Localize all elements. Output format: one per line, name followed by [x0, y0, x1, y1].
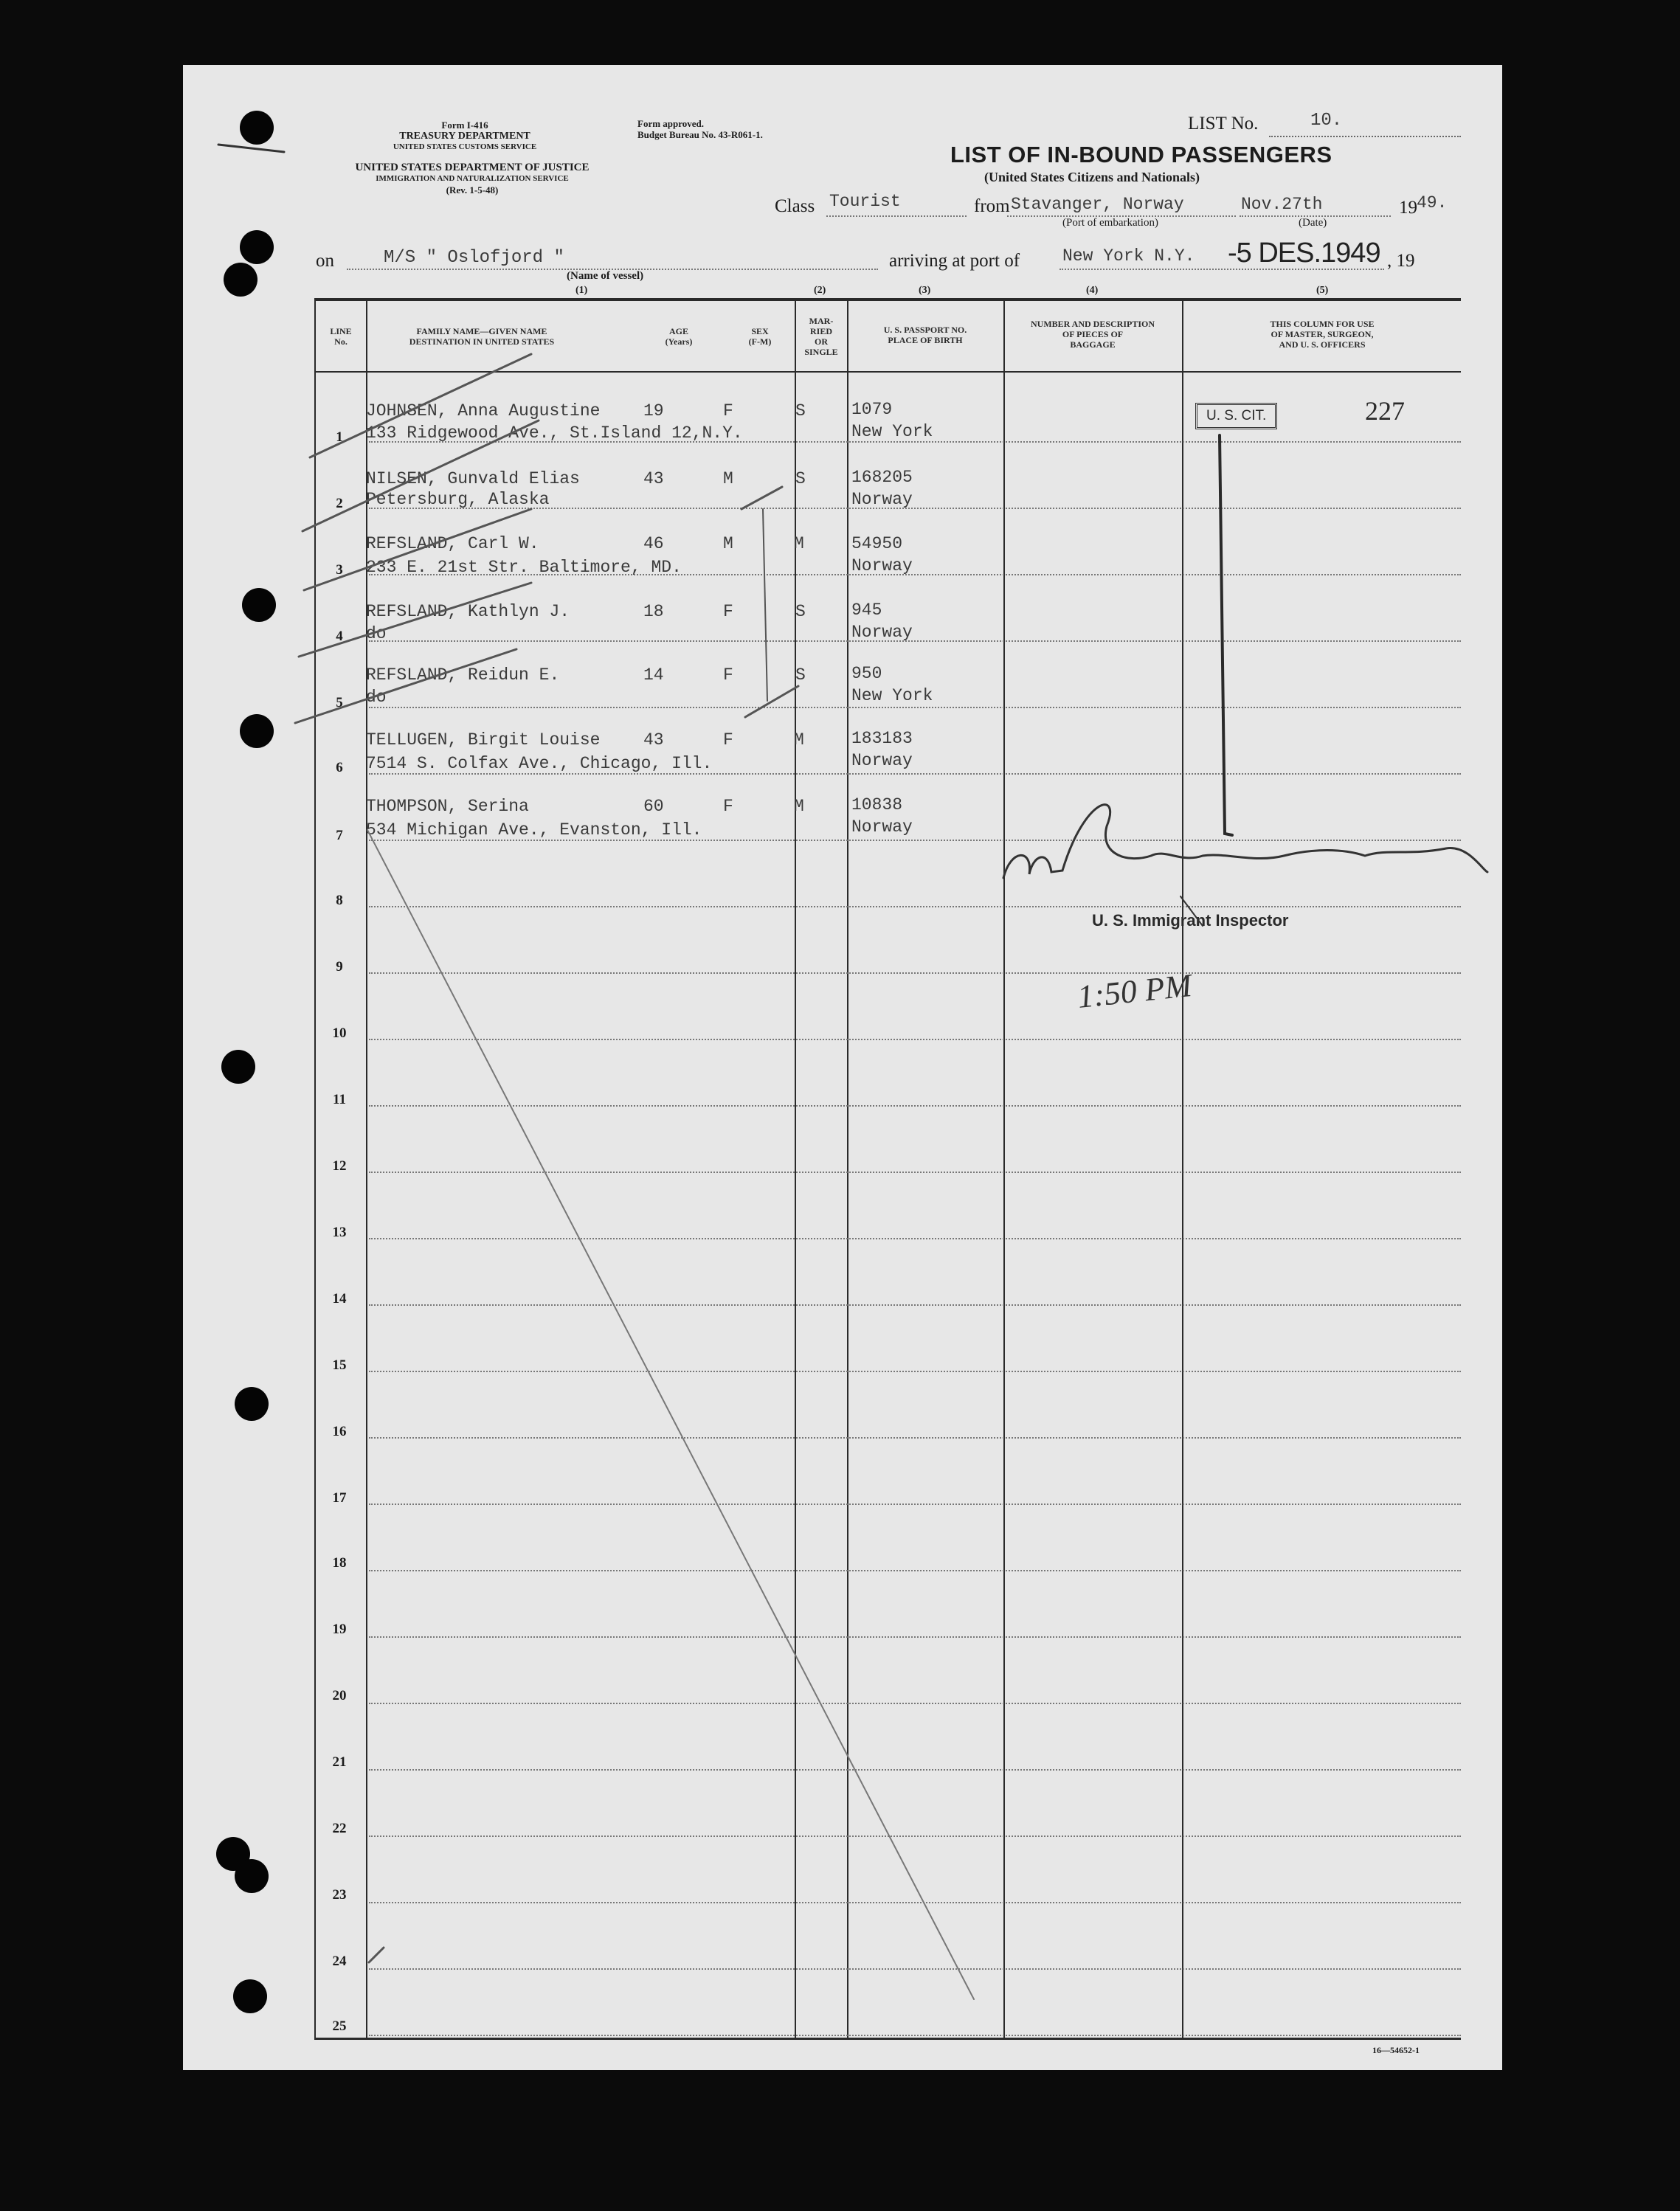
line-number: 9	[336, 959, 343, 975]
header-name: FAMILY NAME—GIVEN NAME DESTINATION IN UNITED STATES	[409, 326, 555, 347]
passenger-name: JOHNSEN, Anna Augustine	[366, 401, 601, 421]
header-officers: THIS COLUMN FOR USE OF MASTER, SURGEON, AND U. S. OFFICERS	[1270, 319, 1375, 350]
line-number: 14	[332, 1291, 347, 1307]
passport-number: 950	[851, 664, 882, 683]
form-code: 16—54652-1	[1372, 2045, 1420, 2055]
line-number: 10	[332, 1025, 347, 1041]
passenger-age: 60	[643, 797, 664, 816]
year-prefix: 19	[1399, 198, 1417, 218]
passenger-age: 43	[643, 469, 664, 488]
line-number: 1	[336, 429, 343, 445]
place-of-birth: Norway	[851, 817, 913, 837]
passenger-destination: 534 Michigan Ave., Evanston, Ill.	[366, 820, 702, 840]
header-age: AGE (Years)	[665, 326, 693, 347]
col-number-5: (5)	[1316, 285, 1329, 296]
line-number: 18	[332, 1555, 347, 1571]
passenger-marital-status: M	[794, 797, 804, 816]
line-number: 23	[332, 1887, 347, 1903]
arriving-label: arriving at port of	[889, 251, 1020, 271]
from-label: from	[974, 196, 1010, 216]
line-number: 19	[332, 1622, 347, 1637]
class-label: Class	[775, 196, 815, 216]
place-of-birth: Norway	[851, 556, 913, 575]
header-married: MAR- RIED OR SINGLE	[804, 316, 838, 357]
col-number-3: (3)	[919, 285, 931, 296]
form-title: LIST OF IN-BOUND PASSENGERS	[950, 142, 1332, 167]
passenger-destination: 133 Ridgewood Ave., St.Island 12,N.Y.	[366, 423, 743, 443]
passport-number: 945	[851, 601, 882, 620]
header-line-no: LINE No.	[330, 326, 352, 347]
passport-number: 168205	[851, 468, 913, 487]
line-number: 7	[336, 828, 343, 843]
passenger-age: 19	[643, 401, 664, 421]
line-number: 11	[333, 1092, 346, 1107]
passenger-sex: M	[723, 469, 733, 488]
justice-dept: UNITED STATES DEPARTMENT OF JUSTICE	[355, 162, 590, 173]
place-of-birth: Norway	[851, 623, 913, 642]
header-baggage: NUMBER AND DESCRIPTION OF PIECES OF BAGGAGE	[1030, 319, 1155, 350]
passenger-sex: M	[723, 534, 733, 553]
line-number: 4	[336, 629, 343, 644]
inspector-title: U. S. Immigrant Inspector	[1092, 911, 1289, 930]
from-value: Stavanger, Norway	[1011, 195, 1184, 214]
line-number: 20	[332, 1688, 347, 1703]
line-number: 25	[332, 2018, 347, 2034]
inspection-time: 1:50 PM	[1075, 967, 1194, 1015]
col-number-1: (1)	[575, 285, 588, 296]
col-number-4: (4)	[1086, 285, 1099, 296]
passenger-count: 227	[1365, 396, 1405, 426]
passenger-sex: F	[723, 730, 733, 750]
passenger-name: REFSLAND, Carl W.	[366, 534, 539, 553]
port-caption: (Port of embarkation)	[1062, 217, 1158, 229]
place-of-birth: New York	[851, 422, 933, 441]
passenger-destination: do	[366, 624, 387, 643]
line-number: 21	[332, 1754, 347, 1770]
passenger-name: REFSLAND, Kathlyn J.	[366, 602, 570, 621]
passenger-destination: do	[366, 688, 387, 707]
passenger-name: REFSLAND, Reidun E.	[366, 665, 560, 685]
passenger-marital-status: S	[795, 469, 806, 488]
arrival-port: New York N.Y.	[1062, 246, 1195, 266]
place-of-birth: Norway	[851, 751, 913, 770]
line-number: 16	[332, 1424, 347, 1439]
line-number: 24	[332, 1954, 347, 1969]
passenger-marital-status: S	[795, 602, 806, 621]
on-label: on	[316, 251, 334, 271]
header-sex: SEX (F-M)	[748, 326, 772, 347]
list-no-label: LIST No.	[1188, 114, 1259, 134]
class-value: Tourist	[829, 192, 901, 211]
passenger-name: TELLUGEN, Birgit Louise	[366, 730, 601, 750]
date-value: Nov.27th	[1241, 195, 1323, 214]
passenger-destination: 233 E. 21st Str. Baltimore, MD.	[366, 558, 682, 577]
line-number: 13	[332, 1225, 347, 1240]
passenger-age: 43	[643, 730, 664, 750]
passenger-destination: Petersburg, Alaska	[366, 490, 550, 509]
date-caption: (Date)	[1299, 217, 1327, 229]
form-subtitle: (United States Citizens and Nationals)	[984, 170, 1200, 184]
passenger-name: THOMPSON, Serina	[366, 797, 529, 816]
passenger-marital-status: M	[794, 534, 804, 553]
place-of-birth: Norway	[851, 490, 913, 509]
citizen-stamp: U. S. CIT.	[1195, 403, 1277, 429]
vessel-name: M/S " Oslofjord "	[384, 248, 564, 268]
year-value: 49.	[1417, 193, 1448, 212]
passport-number: 54950	[851, 534, 903, 553]
customs-service: UNITED STATES CUSTOMS SERVICE	[393, 142, 537, 151]
passenger-name: NILSEN, Gunvald Elias	[366, 469, 580, 488]
form-revision: (Rev. 1-5-48)	[446, 184, 499, 196]
form-approved: Form approved.	[637, 118, 705, 129]
form-number: Form I-416	[441, 120, 488, 131]
passenger-age: 14	[643, 665, 664, 685]
passenger-age: 46	[643, 534, 664, 553]
ins-service: IMMIGRATION AND NATURALIZATION SERVICE	[376, 174, 569, 183]
passenger-sex: F	[723, 401, 733, 421]
col-number-2: (2)	[814, 285, 826, 296]
passenger-destination: 7514 S. Colfax Ave., Chicago, Ill.	[366, 754, 713, 773]
passport-number: 10838	[851, 795, 903, 814]
arrival-year-prefix: , 19	[1387, 251, 1415, 271]
list-no-value: 10.	[1310, 111, 1343, 131]
passport-number: 1079	[851, 400, 893, 419]
passenger-sex: F	[723, 797, 733, 816]
vessel-caption: (Name of vessel)	[567, 270, 644, 282]
passenger-sex: F	[723, 665, 733, 685]
budget-bureau: Budget Bureau No. 43-R061-1.	[637, 129, 763, 140]
line-number: 2	[336, 496, 343, 511]
place-of-birth: New York	[851, 686, 933, 705]
line-number: 17	[332, 1490, 347, 1506]
line-number: 15	[332, 1357, 347, 1373]
passenger-marital-status: M	[794, 730, 804, 750]
line-number: 5	[336, 695, 343, 710]
line-number: 8	[336, 893, 343, 908]
line-number: 22	[332, 1821, 347, 1836]
header-passport: U. S. PASSPORT NO. PLACE OF BIRTH	[883, 325, 967, 345]
passenger-age: 18	[643, 602, 664, 621]
treasury-dept: TREASURY DEPARTMENT	[399, 131, 530, 142]
arrival-date-stamp: -5 DES.1949	[1228, 238, 1380, 269]
line-number: 6	[336, 760, 343, 775]
passport-number: 183183	[851, 729, 913, 748]
passenger-marital-status: S	[795, 401, 806, 421]
line-number: 12	[332, 1158, 347, 1174]
line-number: 3	[336, 562, 343, 578]
passenger-sex: F	[723, 602, 733, 621]
passenger-marital-status: S	[795, 665, 806, 685]
